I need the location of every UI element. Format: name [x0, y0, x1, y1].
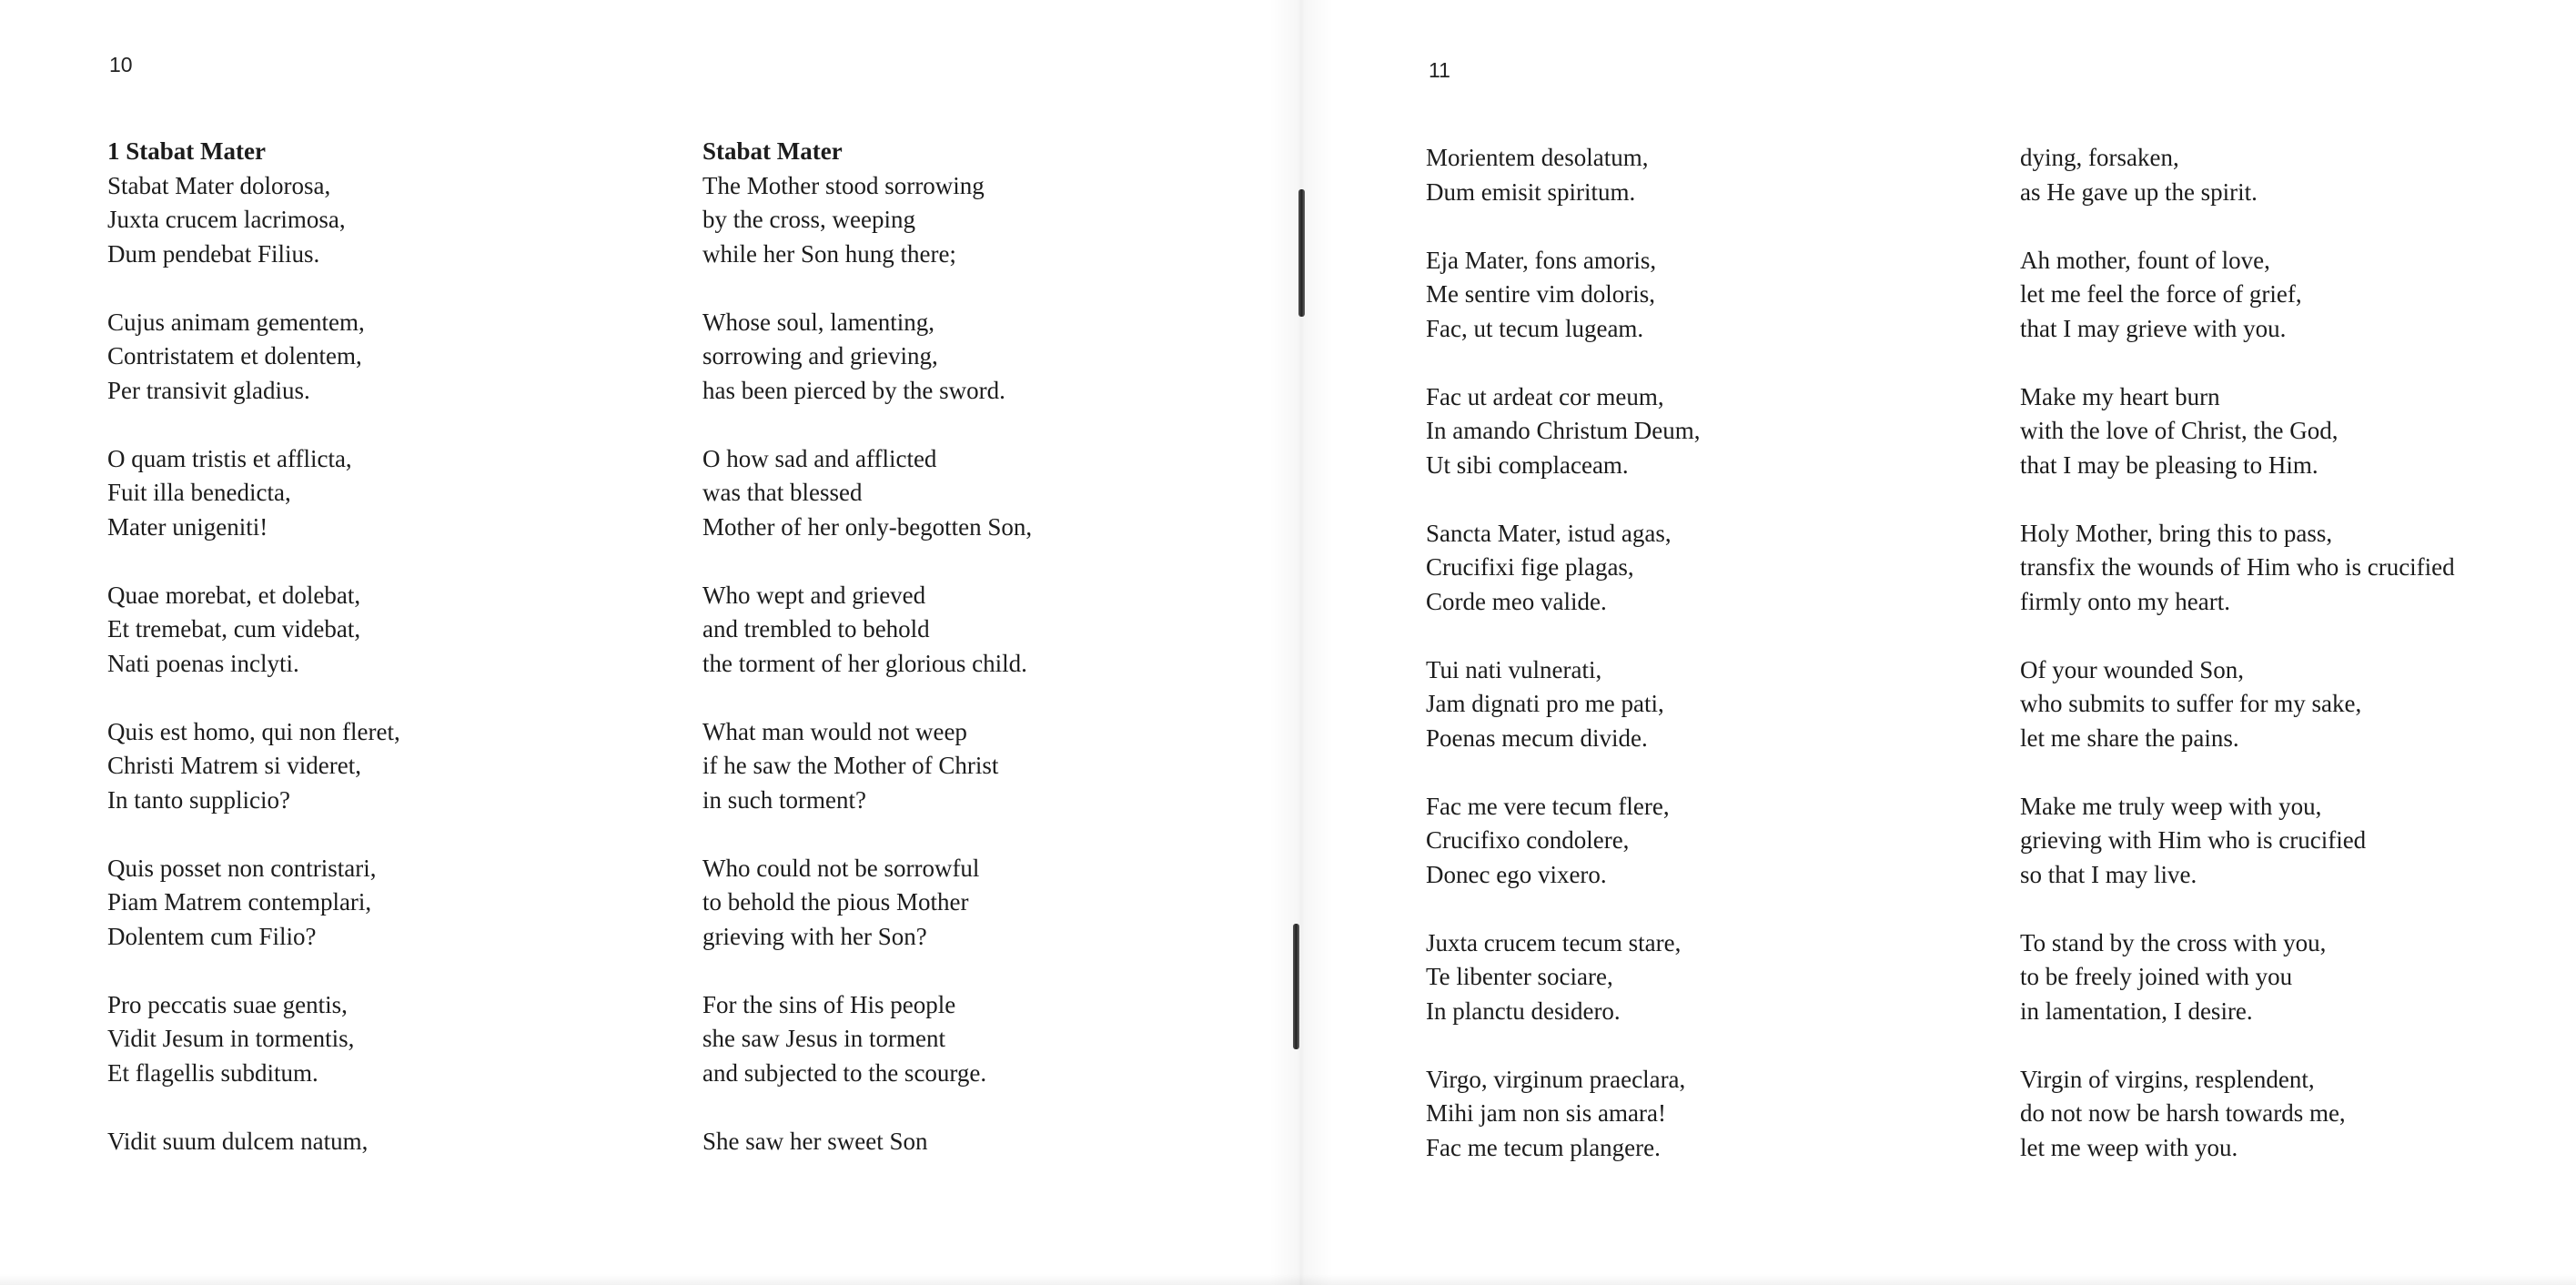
verse-line: Dolentem cum Filio? [107, 922, 317, 950]
verse-line: while her Son hung there; [702, 239, 956, 268]
verse-line: Stabat Mater dolorosa, [107, 171, 331, 199]
latin-stanzas-left [107, 169, 653, 1159]
stanza [107, 169, 653, 272]
stanza [2020, 653, 2566, 756]
verse-line: Sancta Mater, istud agas, [1426, 519, 1672, 547]
verse-line: Vidit Jesum in tormentis, [107, 1025, 355, 1052]
verse-line: Fac me vere tecum flere, [1426, 792, 1670, 820]
english-title: Stabat Mater [702, 137, 843, 165]
verse-line: grieving with Him who is crucified [2020, 826, 2367, 854]
english-column-left [702, 135, 1248, 1193]
verse-line: that I may grieve with you. [2020, 314, 2287, 342]
verse-line: do not now be harsh towards me, [2020, 1099, 2346, 1127]
verse-line: to behold the pious Mother [702, 888, 969, 916]
verse-line: let me weep with you. [2020, 1133, 2238, 1161]
stanza [2020, 517, 2566, 620]
stanza [107, 715, 653, 818]
verse-line: Te libenter sociare, [1426, 963, 1613, 990]
verse-line: as He gave up the spirit. [2020, 177, 2258, 206]
verse-line: Quae morebat, et dolebat, [107, 581, 361, 609]
verse-line: Et tremebat, cum videbat, [107, 615, 361, 642]
verse-line: Of your wounded Son, [2020, 655, 2244, 683]
verse-line: by the cross, weeping [702, 206, 915, 233]
verse-line: let me feel the force of grief, [2020, 280, 2302, 308]
verse-line: was that blessed [702, 479, 863, 506]
verse-line: if he saw the Mother of Christ [702, 752, 999, 779]
verse-line: Make my heart burn [2020, 382, 2220, 410]
stanza [1426, 790, 1972, 893]
verse-line: Donec ego vixero. [1426, 860, 1607, 888]
verse-line: Fac, ut tecum lugeam. [1426, 314, 1644, 342]
verse-line: let me share the pains. [2020, 723, 2239, 752]
verse-line: Who could not be sorrowful [702, 854, 980, 882]
stanza [1426, 380, 1972, 483]
page-number-right: 11 [1429, 58, 1450, 82]
verse-line: Crucifixi fige plagas, [1426, 553, 1634, 581]
verse-line: What man would not weep [702, 717, 967, 745]
stanza [2020, 380, 2566, 483]
verse-line: She saw her sweet Son [702, 1127, 928, 1155]
verse-line: grieving with her Son? [702, 922, 927, 950]
verse-line: Quis est homo, qui non fleret, [107, 717, 400, 745]
verse-line: in lamentation, I desire. [2020, 997, 2253, 1025]
verse-line: Mihi jam non sis amara! [1426, 1099, 1666, 1127]
stanza [107, 852, 653, 955]
verse-line: and subjected to the scourge. [702, 1058, 987, 1087]
stanza [702, 169, 1248, 272]
verse-line: In amando Christum Deum, [1426, 417, 1701, 444]
verse-line: Cujus animam gementem, [107, 308, 365, 336]
verse-line: to be freely joined with you [2020, 963, 2293, 990]
stanza [1426, 244, 1972, 347]
stanza [107, 442, 653, 545]
latin-stanzas-right [1426, 141, 1972, 1165]
verse-line: Nati poenas inclyti. [107, 649, 299, 677]
stanza [702, 1125, 1248, 1159]
verse-line: Tui nati vulnerati, [1426, 655, 1602, 683]
verse-line: with the love of Christ, the God, [2020, 417, 2339, 444]
stanza [1426, 653, 1972, 756]
verse-line: Eja Mater, fons amoris, [1426, 246, 1657, 274]
verse-line: so that I may live. [2020, 860, 2197, 888]
verse-line: Quis posset non contristari, [107, 854, 377, 882]
stanza [702, 579, 1248, 682]
verse-line: Ah mother, fount of love, [2020, 246, 2270, 274]
verse-line: Piam Matrem contemplari, [107, 888, 372, 916]
stanza [1426, 926, 1972, 1029]
verse-line: Et flagellis subditum. [107, 1058, 318, 1087]
verse-line: Christi Matrem si videret, [107, 752, 361, 779]
verse-line: Mother of her only-begotten Son, [702, 512, 1033, 541]
verse-line: Morientem desolatum, [1426, 144, 1649, 171]
stanza [702, 715, 1248, 818]
verse-line: O how sad and afflicted [702, 444, 937, 472]
verse-line: Contristatem et dolentem, [107, 342, 362, 369]
verse-line: she saw Jesus in torment [702, 1025, 945, 1052]
stanza [702, 306, 1248, 409]
page-number-left: 10 [109, 53, 133, 76]
verse-line: Juxta crucem lacrimosa, [107, 206, 346, 233]
verse-line: Me sentire vim doloris, [1426, 280, 1655, 308]
verse-line: Fac ut ardeat cor meum, [1426, 382, 1664, 410]
verse-line: To stand by the cross with you, [2020, 928, 2327, 956]
stanza [107, 306, 653, 409]
verse-line: Virgo, virginum praeclara, [1426, 1065, 1686, 1093]
verse-line: Dum emisit spiritum. [1426, 177, 1636, 206]
verse-line: Corde meo valide. [1426, 587, 1607, 615]
stanza [2020, 1063, 2566, 1166]
verse-line: Pro peccatis suae gentis, [107, 990, 348, 1018]
verse-line: Crucifixo condolere, [1426, 826, 1630, 854]
verse-line: Who wept and grieved [702, 581, 926, 609]
verse-line: Make me truly weep with you, [2020, 792, 2322, 820]
verse-line: The Mother stood sorrowing [702, 171, 985, 199]
verse-line: Jam dignati pro me pati, [1426, 690, 1664, 717]
stanza [1426, 1063, 1972, 1166]
stanza [107, 1125, 653, 1159]
english-column-right [2020, 141, 2566, 1199]
verse-line: the torment of her glorious child. [702, 649, 1027, 677]
stanza [2020, 790, 2566, 893]
verse-line: Virgin of virgins, resplendent, [2020, 1065, 2315, 1093]
verse-line: that I may be pleasing to Him. [2020, 450, 2318, 479]
stanza [702, 988, 1248, 1091]
verse-line: who submits to suffer for my sake, [2020, 690, 2362, 717]
verse-line: O quam tristis et afflicta, [107, 444, 352, 472]
verse-line: Ut sibi complaceam. [1426, 450, 1629, 479]
verse-line: Per transivit gladius. [107, 376, 310, 404]
verse-line: and trembled to behold [702, 615, 930, 642]
verse-line: has been pierced by the sword. [702, 376, 1005, 404]
verse-line: Whose soul, lamenting, [702, 308, 934, 336]
verse-line: Juxta crucem tecum stare, [1426, 928, 1682, 956]
verse-line: Mater unigeniti! [107, 512, 268, 541]
verse-line: Fac me tecum plangere. [1426, 1133, 1661, 1161]
right-page [1292, 0, 2576, 1285]
stanza [702, 442, 1248, 545]
stanza [1426, 141, 1972, 209]
verse-line: For the sins of His people [702, 990, 956, 1018]
verse-line: transfix the wounds of Him who is crucified [2020, 553, 2455, 581]
verse-line: in such torment? [702, 785, 866, 814]
verse-line: In planctu desidero. [1426, 997, 1621, 1025]
verse-line: Dum pendebat Filius. [107, 239, 320, 268]
latin-column-right [1426, 141, 1972, 1199]
stanza [2020, 244, 2566, 347]
latin-column-left [107, 135, 653, 1193]
latin-title: 1 Stabat Mater [107, 137, 266, 165]
verse-line: In tanto supplicio? [107, 785, 290, 814]
english-stanzas-right [2020, 141, 2566, 1165]
stanza [702, 852, 1248, 955]
verse-line: firmly onto my heart. [2020, 587, 2230, 615]
stanza [1426, 517, 1972, 620]
english-stanzas-left [702, 169, 1248, 1159]
verse-line: sorrowing and grieving, [702, 342, 938, 369]
verse-line: dying, forsaken, [2020, 144, 2179, 171]
stanza [2020, 926, 2566, 1029]
stanza [107, 988, 653, 1091]
verse-line: Fuit illa benedicta, [107, 479, 291, 506]
stanza [2020, 141, 2566, 209]
stanza [107, 579, 653, 682]
verse-line: Poenas mecum divide. [1426, 723, 1648, 752]
verse-line: Vidit suum dulcem natum, [107, 1127, 369, 1155]
verse-line: Holy Mother, bring this to pass, [2020, 519, 2333, 547]
